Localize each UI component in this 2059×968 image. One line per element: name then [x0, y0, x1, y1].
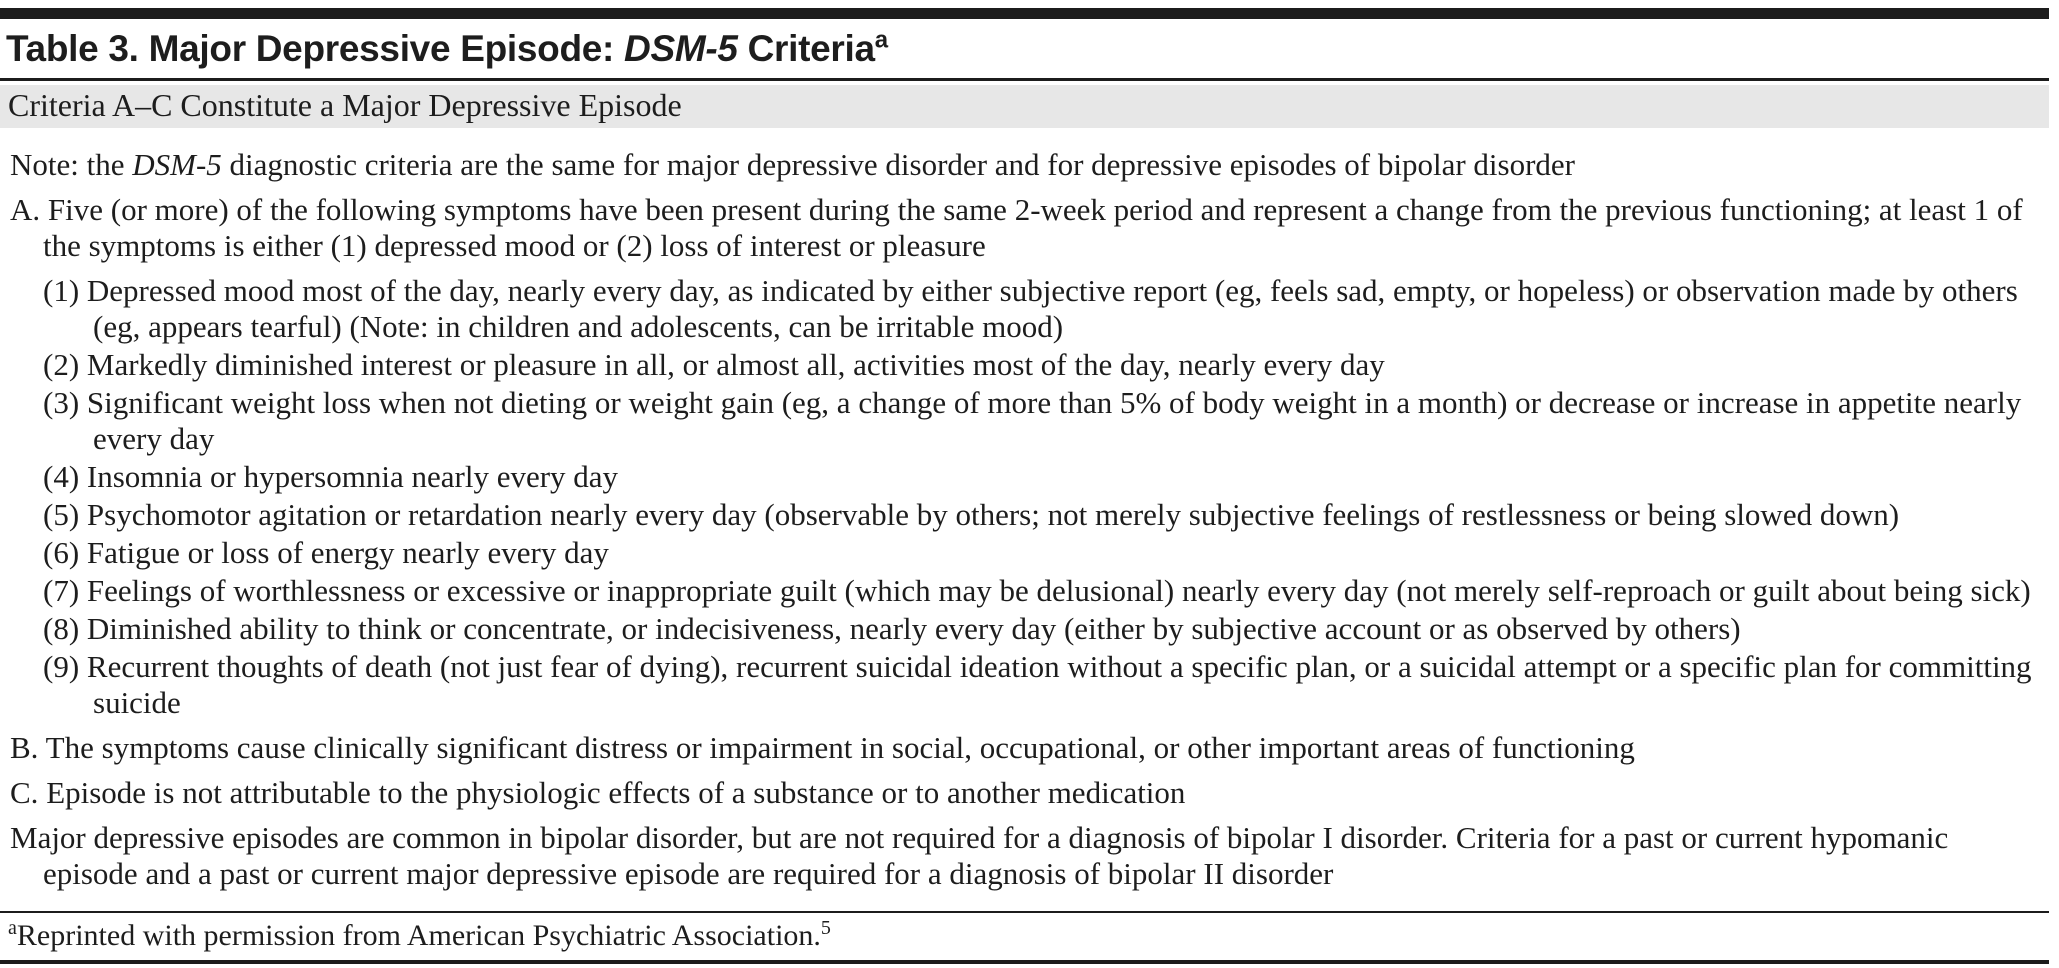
criterion-b-paragraph: [10, 730, 2045, 766]
symptom-1-number: (1): [43, 272, 80, 308]
note-paragraph: [10, 147, 2045, 183]
symptom-item-3: [43, 385, 2045, 457]
criterion-c-label: C.: [10, 774, 39, 810]
symptom-2-number: (2): [43, 346, 80, 382]
symptom-3-number: (3): [43, 384, 80, 420]
symptom-item-2: [43, 347, 2045, 383]
table-title-footnote-marker: a: [874, 26, 888, 54]
table-title-suffix: Criteria: [737, 28, 875, 69]
footnote-text: Reprinted with permission from American Psychiatric Association.: [16, 918, 821, 952]
bipolar-note-paragraph: Major depressive episodes are common in bipolar disorder, but are not required for a diagnosis of bipolar I disorder. Criteria for a past or current hypomanic episode and a past or current major depressive episode are required for a diagnosis of bipolar II disorder: [10, 819, 1949, 891]
symptom-9-number: (9): [43, 648, 80, 684]
symptom-9-text: Recurrent thoughts of death (not just fear of dying), recurrent suicidal ideation without a specific plan, or a suicidal attempt or a specific plan for committing suicide: [86, 648, 2032, 720]
symptom-6-number: (6): [43, 534, 80, 570]
symptom-item-5: [43, 497, 2045, 533]
criterion-c-text: Episode is not attributable to the physiologic effects of a substance or to another medication: [46, 774, 1186, 810]
table-title: [6, 28, 2049, 71]
symptom-1-text: Depressed mood most of the day, nearly every day, as indicated by either subjective report (eg, feels sad, empty, or hopeless) or observation made by others (eg, appears tearful) (Note: in children and adolescents, can be irritable mood): [86, 272, 2018, 344]
criterion-b-text: The symptoms cause clinically significant distress or impairment in social, occupational, or other important areas of functioning: [45, 729, 1635, 765]
symptom-item-8: [43, 611, 2045, 647]
note-prefix: Note: the: [10, 146, 133, 182]
criterion-a-paragraph: [10, 192, 2045, 264]
table-subheader-band: [0, 85, 2049, 128]
table-title-italic-dsm5: DSM-5: [624, 28, 738, 69]
footnote-section: [0, 911, 2049, 964]
footnote-reference-number: 5: [820, 916, 831, 939]
symptom-4-text: Insomnia or hypersomnia nearly every day: [86, 458, 619, 494]
symptom-3-text: Significant weight loss when not dieting or weight gain (eg, a change of more than 5% of body weight in a month) or decrease or increase in appetite nearly every day: [86, 384, 2022, 456]
title-divider-rule: [0, 78, 2049, 81]
table-bottom-border: [0, 960, 2049, 964]
symptom-5-number: (5): [43, 496, 80, 532]
criterion-c-paragraph: [10, 775, 2045, 811]
criterion-a-text: Five (or more) of the following symptoms have been present during the same 2-week period and represent a change from the previous functioning; at least 1 of the symptoms is either (1) depressed mood or (2) loss of interest or pleasure: [43, 191, 2023, 263]
symptom-item-4: [43, 459, 2045, 495]
table-title-prefix: Table 3. Major Depressive Episode:: [6, 28, 625, 69]
table-top-border: [0, 8, 2049, 19]
note-italic-dsm5: DSM-5: [132, 146, 222, 182]
table-subheader-text: Criteria A–C Constitute a Major Depressive Episode: [8, 86, 682, 123]
symptom-7-number: (7): [43, 572, 80, 608]
criterion-a-label: A.: [10, 191, 41, 227]
footnote-divider-rule: [0, 911, 2049, 913]
symptom-list: [43, 273, 2045, 721]
symptom-4-number: (4): [43, 458, 80, 494]
symptom-8-text: Diminished ability to think or concentrate, or indecisiveness, nearly every day (either by subjective account or as observed by others): [86, 610, 1741, 646]
footnote-marker: a: [8, 916, 17, 939]
footnote: [8, 916, 2049, 953]
symptom-5-text: Psychomotor agitation or retardation nearly every day (observable by others; not merely subjective feelings of restlessness or being slowed down): [86, 496, 1900, 532]
symptom-item-7: [43, 573, 2045, 609]
symptom-item-6: [43, 535, 2045, 571]
symptom-2-text: Markedly diminished interest or pleasure in all, or almost all, activities most of the day, nearly every day: [86, 346, 1385, 382]
table-body: [0, 128, 2049, 909]
symptom-item-1: [43, 273, 2045, 345]
criterion-b-label: B.: [10, 729, 39, 765]
symptom-7-text: Feelings of worthlessness or excessive or inappropriate guilt (which may be delusional) nearly every day (not merely self-reproach or guilt about being sick): [86, 572, 2031, 608]
symptom-item-9: [43, 649, 2045, 721]
symptom-6-text: Fatigue or loss of energy nearly every day: [86, 534, 609, 570]
symptom-8-number: (8): [43, 610, 80, 646]
note-suffix: diagnostic criteria are the same for major depressive disorder and for depressive episodes of bipolar disorder: [221, 146, 1575, 182]
